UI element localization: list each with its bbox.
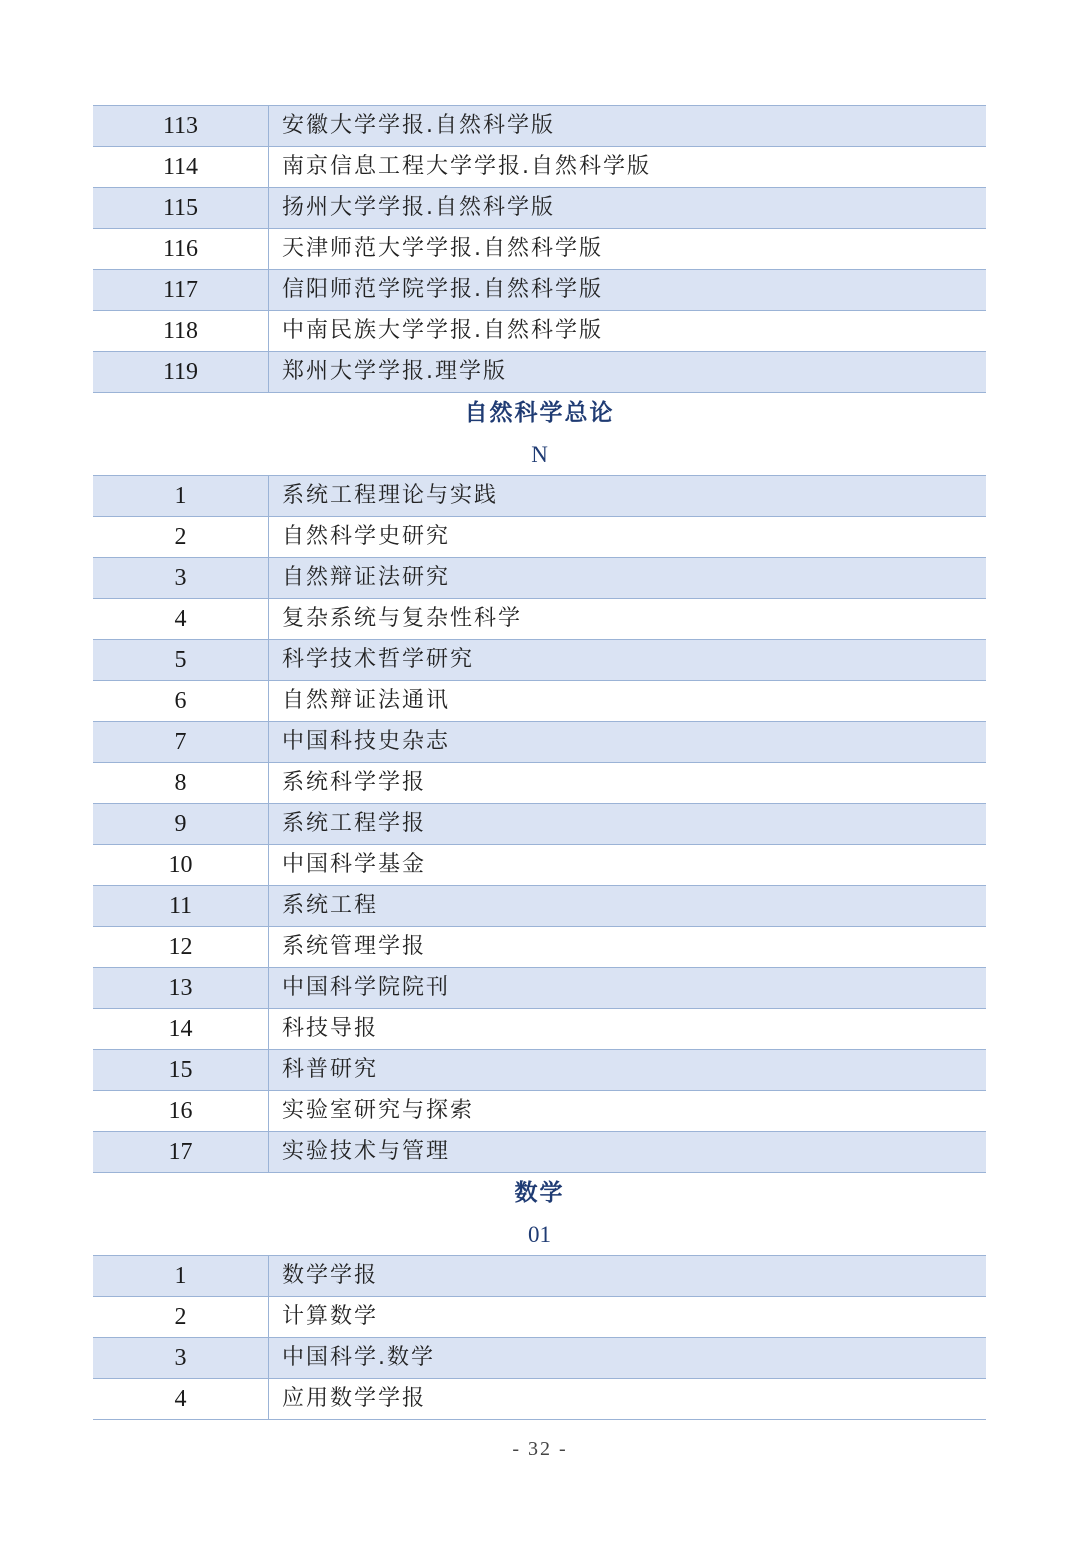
table-row: [93, 558, 986, 599]
row-number: 10: [93, 845, 269, 886]
table-row: [93, 311, 986, 352]
journal-name: 系统工程: [269, 886, 987, 927]
journal-table: [93, 475, 986, 1173]
journal-name: 南京信息工程大学学报.自然科学版: [269, 147, 987, 188]
table-row: [93, 1050, 986, 1091]
row-number: 117: [93, 270, 269, 311]
row-number: 1: [93, 476, 269, 517]
table-row: [93, 352, 986, 393]
journal-name: 复杂系统与复杂性科学: [269, 599, 987, 640]
journal-table: [93, 105, 986, 393]
row-number: 116: [93, 229, 269, 270]
table-row: [93, 640, 986, 681]
journal-list-page: [93, 105, 986, 1420]
table-row: [93, 1132, 986, 1173]
row-number: 14: [93, 1009, 269, 1050]
row-number: 7: [93, 722, 269, 763]
row-number: 119: [93, 352, 269, 393]
journal-name: 科学技术哲学研究: [269, 640, 987, 681]
section-code: N: [531, 442, 548, 467]
row-number: 8: [93, 763, 269, 804]
table-row: [93, 804, 986, 845]
table-row: [93, 1256, 986, 1297]
row-number: 3: [93, 558, 269, 599]
journal-name: 自然科学史研究: [269, 517, 987, 558]
table-row: [93, 1091, 986, 1132]
section-heading: 数学: [514, 1180, 565, 1206]
table-row: [93, 1297, 986, 1338]
journal-name: 安徽大学学报.自然科学版: [269, 106, 987, 147]
table-row: [93, 270, 986, 311]
row-number: 6: [93, 681, 269, 722]
journal-name: 计算数学: [269, 1297, 987, 1338]
table-row: [93, 927, 986, 968]
row-number: 2: [93, 1297, 269, 1338]
table-row: [93, 599, 986, 640]
journal-table: [93, 1255, 986, 1420]
journal-name: 中国科技史杂志: [269, 722, 987, 763]
table-row: [93, 476, 986, 517]
row-number: 1: [93, 1256, 269, 1297]
row-number: 13: [93, 968, 269, 1009]
table-row: [93, 147, 986, 188]
journal-name: 数学学报: [269, 1256, 987, 1297]
journal-name: 自然辩证法研究: [269, 558, 987, 599]
row-number: 115: [93, 188, 269, 229]
journal-name: 中国科学.数学: [269, 1338, 987, 1379]
table-row: [93, 188, 986, 229]
journal-name: 天津师范大学学报.自然科学版: [269, 229, 987, 270]
journal-name: 实验室研究与探索: [269, 1091, 987, 1132]
table-row: [93, 1338, 986, 1379]
row-number: 5: [93, 640, 269, 681]
table-row: [93, 1379, 986, 1420]
row-number: 11: [93, 886, 269, 927]
journal-name: 系统工程理论与实践: [269, 476, 987, 517]
row-number: 118: [93, 311, 269, 352]
journal-name: 中国科学院院刊: [269, 968, 987, 1009]
journal-name: 科技导报: [269, 1009, 987, 1050]
row-number: 17: [93, 1132, 269, 1173]
row-number: 16: [93, 1091, 269, 1132]
journal-name: 中南民族大学学报.自然科学版: [269, 311, 987, 352]
journal-name: 信阳师范学院学报.自然科学版: [269, 270, 987, 311]
journal-name: 应用数学学报: [269, 1379, 987, 1420]
journal-name: 实验技术与管理: [269, 1132, 987, 1173]
journal-name: 系统科学学报: [269, 763, 987, 804]
journal-name: 科普研究: [269, 1050, 987, 1091]
section-code: 01: [528, 1222, 551, 1247]
table-row: [93, 763, 986, 804]
row-number: 4: [93, 1379, 269, 1420]
journal-name: 自然辩证法通讯: [269, 681, 987, 722]
table-row: [93, 968, 986, 1009]
table-row: [93, 1009, 986, 1050]
row-number: 15: [93, 1050, 269, 1091]
row-number: 4: [93, 599, 269, 640]
table-row: [93, 845, 986, 886]
journal-name: 扬州大学学报.自然科学版: [269, 188, 987, 229]
journal-name: 郑州大学学报.理学版: [269, 352, 987, 393]
table-row: [93, 229, 986, 270]
journal-name: 中国科学基金: [269, 845, 987, 886]
table-row: [93, 722, 986, 763]
row-number: 12: [93, 927, 269, 968]
table-row: [93, 106, 986, 147]
row-number: 9: [93, 804, 269, 845]
row-number: 114: [93, 147, 269, 188]
row-number: 2: [93, 517, 269, 558]
journal-name: 系统工程学报: [269, 804, 987, 845]
table-row: [93, 517, 986, 558]
section-heading: 自然科学总论: [464, 400, 615, 426]
row-number: 3: [93, 1338, 269, 1379]
row-number: 113: [93, 106, 269, 147]
journal-name: 系统管理学报: [269, 927, 987, 968]
page-number: - 32 -: [512, 1438, 568, 1460]
table-row: [93, 681, 986, 722]
table-row: [93, 886, 986, 927]
